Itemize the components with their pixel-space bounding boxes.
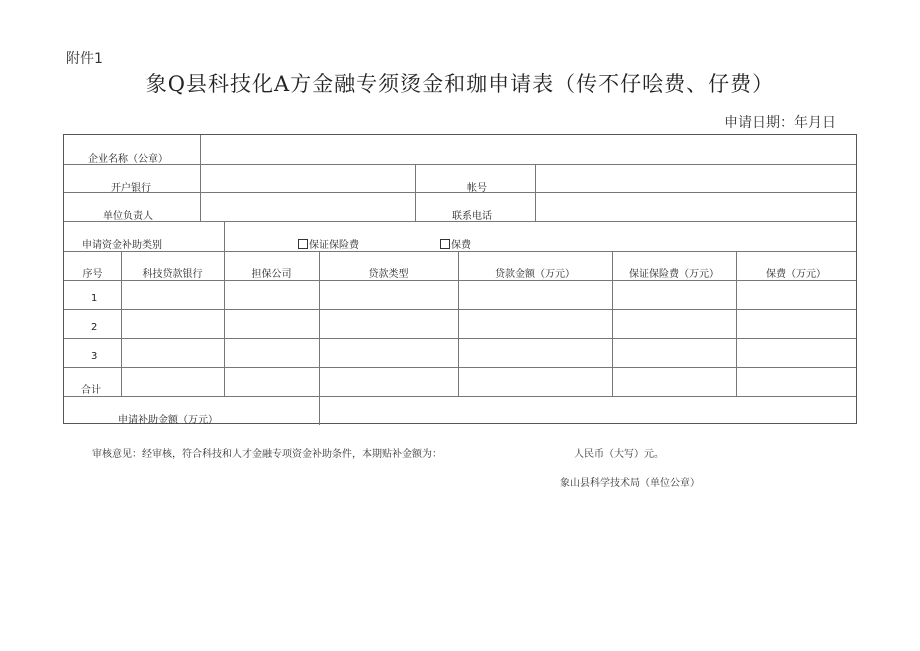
head-field[interactable]	[202, 193, 414, 220]
checkbox-icon[interactable]	[298, 239, 308, 249]
header-premium: 保费（万元）	[766, 269, 826, 280]
row-index-2: 2	[91, 322, 98, 333]
col-divider	[535, 164, 536, 221]
apply-date: 申请日期：年月日	[724, 115, 836, 131]
row-divider	[64, 367, 856, 368]
row-index-1: 1	[91, 293, 98, 304]
header-loan-type: 贷款类型	[368, 269, 409, 280]
row-divider	[64, 280, 856, 281]
subsidy-amount-field[interactable]	[321, 397, 854, 423]
header-guarantor: 担保公司	[251, 269, 292, 280]
insurance-option-label: 保费	[451, 240, 471, 251]
header-index: 序号	[82, 269, 103, 280]
application-form	[63, 134, 857, 424]
header-bank: 科技贷款银行	[142, 269, 203, 280]
review-opinion: 审核意见：经审核，符合科技和人才金融专项资金补助条件，本期贴补金额为：	[92, 449, 442, 460]
head-label: 单位负责人	[103, 211, 153, 222]
row-divider	[64, 338, 856, 339]
annex-label: 附件1	[66, 51, 103, 67]
header-guarantee-fee: 保证保险费（万元）	[629, 269, 719, 280]
header-loan-amount: 贷款金额（万元）	[495, 269, 575, 280]
subsidy-type-label: 申请资金补助类别	[82, 240, 162, 251]
bank-label: 开户银行	[111, 183, 151, 194]
col-divider	[415, 164, 416, 221]
bureau-seal: 象山县科学技术局（单位公章）	[560, 478, 700, 489]
company-name-label: 企业名称（公章）	[88, 154, 168, 165]
phone-label: 联系电话	[452, 211, 492, 222]
col-divider	[224, 221, 225, 251]
company-name-field[interactable]	[202, 136, 854, 163]
subsidy-amount-label: 申请补助金额（万元）	[118, 415, 218, 426]
account-field[interactable]	[537, 165, 854, 191]
row-divider	[64, 251, 856, 252]
guarantee-option-label: 保证保险费	[309, 240, 359, 251]
total-label: 合计	[81, 385, 101, 396]
phone-field[interactable]	[537, 193, 854, 220]
rmb-amount: 人民币（大写）元。	[574, 449, 664, 460]
insurance-option[interactable]	[440, 236, 471, 251]
row-index-3: 3	[91, 351, 98, 362]
form-title: 象Q县科技化A方金融专须烫金和珈申请表（传不仔哙费、仔费）	[145, 72, 775, 96]
guarantee-option[interactable]	[298, 236, 359, 251]
col-divider	[200, 135, 201, 221]
bank-field[interactable]	[202, 165, 414, 191]
row-divider	[64, 309, 856, 310]
account-label: 帐号	[467, 183, 487, 194]
checkbox-icon[interactable]	[440, 239, 450, 249]
